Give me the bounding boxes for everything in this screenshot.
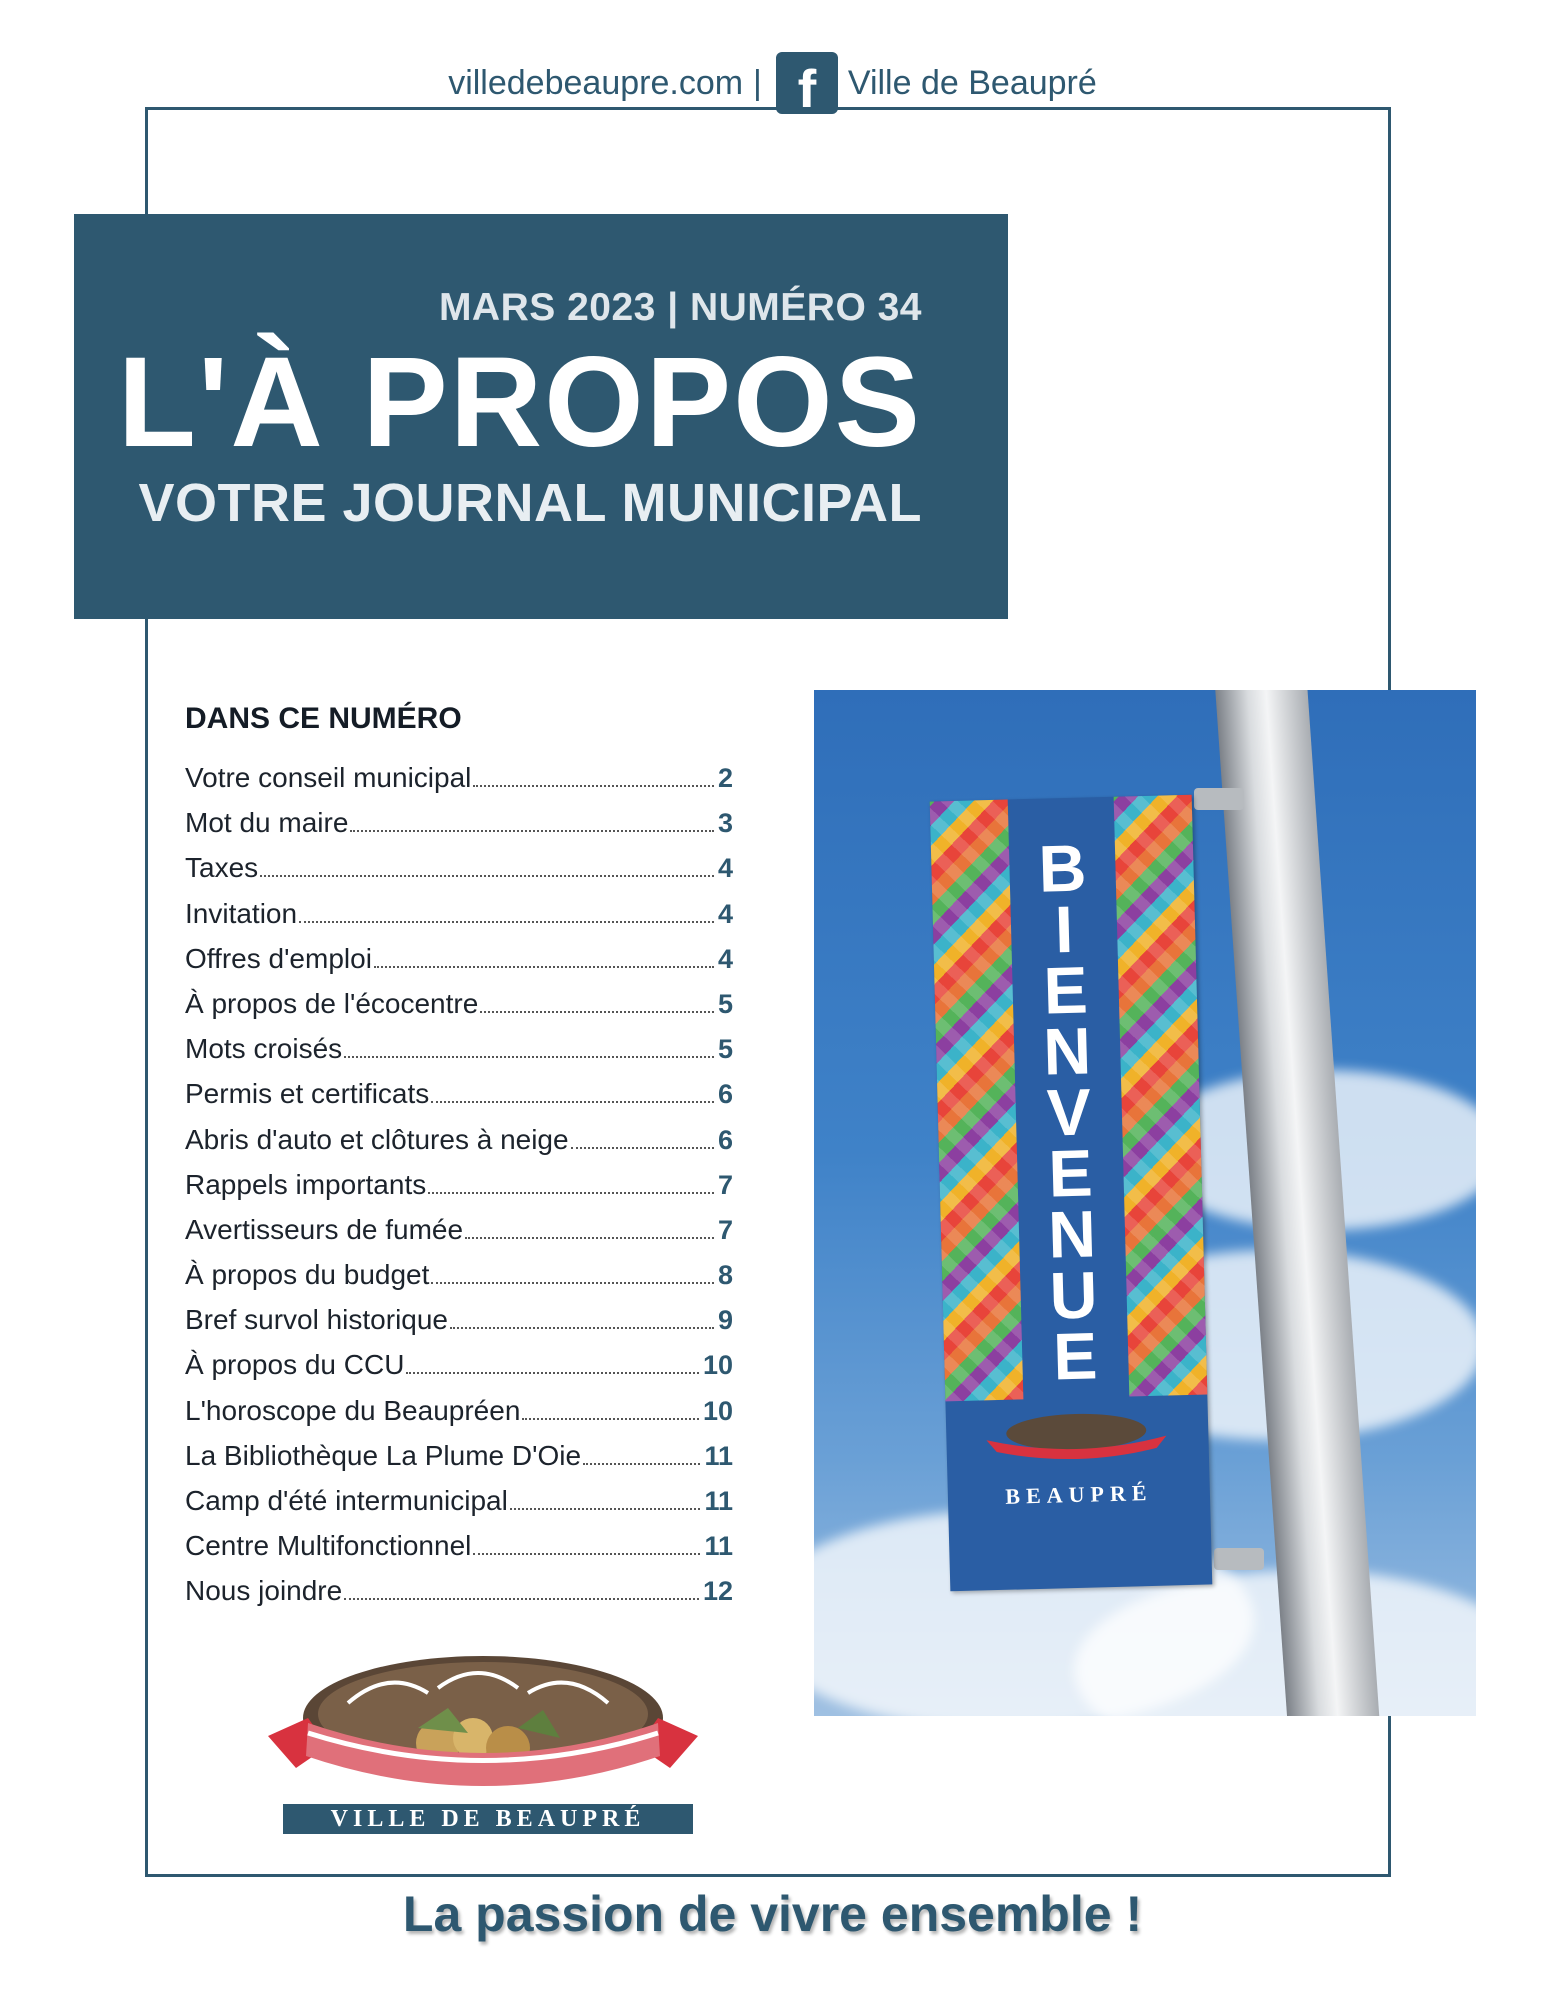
banner-letter: V bbox=[1045, 1074, 1092, 1150]
toc-item-page: 4 bbox=[717, 898, 733, 929]
masthead bbox=[74, 214, 1008, 619]
toc-item-label: La Bibliothèque La Plume D'Oie bbox=[185, 1439, 582, 1471]
toc-leader bbox=[260, 875, 714, 877]
toc-item-page: 4 bbox=[717, 943, 733, 974]
toc-leader bbox=[571, 1147, 714, 1149]
banner-letter: E bbox=[1052, 1318, 1099, 1394]
toc-item-label: Avertisseurs de fumée bbox=[185, 1213, 464, 1245]
toc-item[interactable] bbox=[185, 1575, 733, 1620]
toc-leader bbox=[450, 1327, 714, 1329]
toc-item[interactable] bbox=[185, 1033, 733, 1078]
toc-item[interactable] bbox=[185, 988, 733, 1033]
toc-item-page: 11 bbox=[704, 1486, 733, 1516]
toc-item[interactable] bbox=[185, 1259, 733, 1304]
table-of-contents bbox=[185, 702, 733, 1621]
toc-item-label: Rappels importants bbox=[185, 1168, 427, 1200]
toc-leader bbox=[428, 1192, 714, 1194]
toc-item-page: 12 bbox=[702, 1576, 733, 1607]
toc-leader bbox=[431, 1282, 714, 1284]
toc-item-label: À propos du budget bbox=[185, 1259, 430, 1291]
toc-leader bbox=[480, 1011, 714, 1013]
toc-item[interactable] bbox=[185, 1169, 733, 1214]
toc-item[interactable] bbox=[185, 1078, 733, 1123]
toc-list bbox=[185, 762, 733, 1621]
banner-letter: E bbox=[1042, 952, 1089, 1028]
toc-leader bbox=[374, 966, 714, 968]
toc-leader bbox=[583, 1463, 700, 1465]
toc-item-label: Camp d'été intermunicipal bbox=[185, 1485, 508, 1516]
header-line bbox=[0, 52, 1545, 114]
journal-title: L'À PROPOS bbox=[117, 331, 922, 474]
toc-item-label: Bref survol historique bbox=[185, 1304, 449, 1336]
toc-leader bbox=[465, 1237, 714, 1239]
toc-item[interactable] bbox=[185, 1395, 733, 1440]
toc-item-label: L'horoscope du Beaupréen bbox=[185, 1394, 521, 1426]
toc-item-label: Invitation bbox=[185, 897, 298, 929]
toc-item-page: 2 bbox=[717, 763, 733, 793]
header-separator: | bbox=[753, 63, 762, 102]
toc-leader bbox=[299, 921, 714, 923]
issue-label: MARS 2023 | NUMÉRO 34 bbox=[438, 286, 922, 329]
toc-item[interactable] bbox=[185, 1440, 733, 1485]
toc-leader bbox=[522, 1418, 699, 1420]
facebook-icon[interactable]: f bbox=[776, 52, 838, 114]
toc-item-label: Votre conseil municipal bbox=[185, 762, 472, 793]
journal-subtitle: VOTRE JOURNAL MUNICIPAL bbox=[138, 473, 922, 533]
toc-item-label: Mot du maire bbox=[185, 807, 349, 839]
toc-leader bbox=[510, 1508, 701, 1510]
toc-item-label: Centre Multifonctionnel bbox=[185, 1530, 472, 1562]
banner-letter: B bbox=[1037, 830, 1088, 906]
toc-leader bbox=[473, 785, 714, 787]
toc-item-label: Nous joindre bbox=[185, 1575, 343, 1607]
toc-item[interactable] bbox=[185, 898, 733, 943]
toc-item[interactable] bbox=[185, 1349, 733, 1394]
toc-leader bbox=[406, 1372, 699, 1374]
toc-item[interactable] bbox=[185, 1124, 733, 1169]
toc-leader bbox=[344, 1598, 699, 1600]
town-logo bbox=[268, 1648, 698, 1868]
toc-item-label: Taxes bbox=[185, 852, 259, 884]
toc-item[interactable] bbox=[185, 1214, 733, 1259]
toc-item-page: 11 bbox=[704, 1440, 733, 1471]
toc-item[interactable] bbox=[185, 1304, 733, 1349]
banner-letter: E bbox=[1047, 1135, 1094, 1211]
toc-item-label: À propos du CCU bbox=[185, 1349, 405, 1381]
toc-leader bbox=[344, 1056, 714, 1058]
toc-heading: DANS CE NUMÉRO bbox=[185, 702, 462, 735]
toc-item-page: 10 bbox=[702, 1350, 733, 1381]
toc-leader bbox=[473, 1553, 700, 1555]
welcome-banner bbox=[930, 795, 1213, 1592]
toc-item-label: Abris d'auto et clôtures à neige bbox=[185, 1123, 569, 1155]
toc-item[interactable] bbox=[185, 807, 733, 852]
banner-letter: N bbox=[1042, 1013, 1093, 1089]
toc-item-page: 10 bbox=[702, 1395, 733, 1426]
toc-item[interactable] bbox=[185, 943, 733, 988]
toc-item-label: Permis et certificats bbox=[185, 1078, 430, 1110]
banner-letter: N bbox=[1047, 1196, 1097, 1272]
tagline: La passion de vivre ensemble ! bbox=[402, 1886, 1143, 1942]
banner-letter: I bbox=[1053, 891, 1075, 967]
toc-item-page: 5 bbox=[717, 1034, 733, 1065]
toc-item-page: 5 bbox=[717, 988, 733, 1019]
toc-leader bbox=[431, 1101, 714, 1103]
cover-photo bbox=[814, 690, 1476, 1716]
logo-caption: VILLE DE BEAUPRÉ bbox=[283, 1804, 693, 1834]
banner-emblem-icon bbox=[976, 1407, 1177, 1462]
toc-item-label: Offres d'emploi bbox=[185, 942, 372, 974]
website-link[interactable]: villedebeaupre.com bbox=[448, 63, 744, 102]
toc-item[interactable] bbox=[185, 852, 733, 897]
toc-item-page: 11 bbox=[704, 1531, 733, 1562]
toc-item[interactable] bbox=[185, 1485, 733, 1530]
toc-item-page: 7 bbox=[717, 1169, 733, 1200]
banner-word bbox=[1013, 830, 1125, 1394]
banner-town: BEAUPRÉ bbox=[1005, 1479, 1153, 1509]
toc-item-page: 7 bbox=[717, 1214, 733, 1245]
toc-item[interactable] bbox=[185, 762, 733, 807]
toc-item-page: 6 bbox=[717, 1079, 733, 1110]
toc-item-page: 4 bbox=[717, 853, 733, 884]
facebook-page-link[interactable]: Ville de Beaupré bbox=[847, 63, 1097, 102]
toc-item-label: À propos de l'écocentre bbox=[185, 987, 479, 1019]
banner-letter: U bbox=[1048, 1257, 1099, 1333]
toc-leader bbox=[350, 830, 714, 832]
toc-item-page: 8 bbox=[717, 1260, 733, 1291]
toc-item[interactable] bbox=[185, 1530, 733, 1575]
toc-item-label: Mots croisés bbox=[185, 1033, 343, 1065]
toc-item-page: 9 bbox=[717, 1305, 733, 1336]
toc-item-page: 3 bbox=[717, 808, 733, 839]
toc-item-page: 6 bbox=[717, 1124, 733, 1155]
